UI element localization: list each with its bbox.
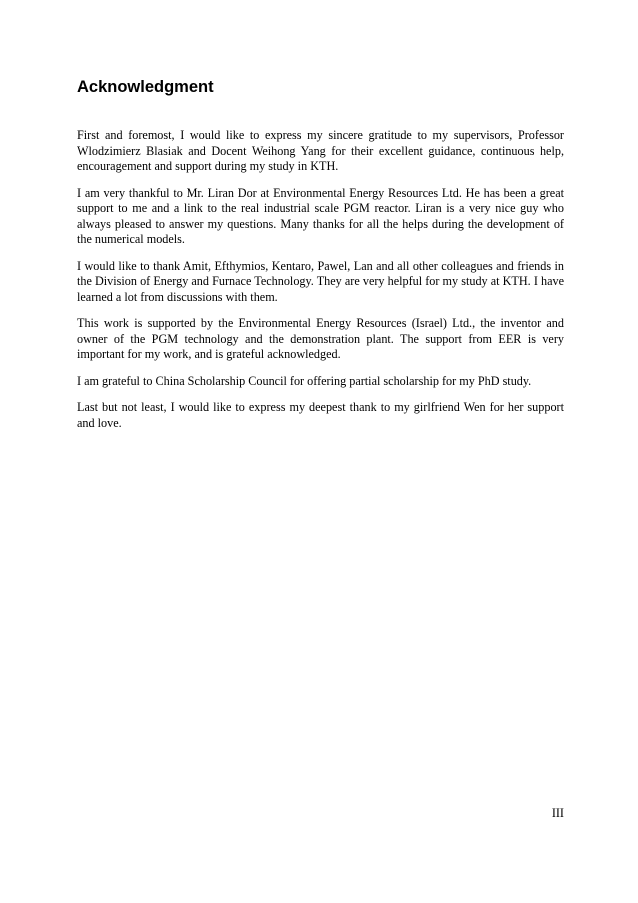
page-number: III [551, 806, 564, 820]
paragraph-colleagues: I would like to thank Amit, Efthymios, Kentaro, Pawel, Lan and all other colleagues and friends in the Division of Energy and Furnace Technology. They are very helpful for my study at KTH. I have learned a lot from discussions with them. [77, 258, 564, 304]
acknowledgment-body [77, 128, 564, 442]
paragraph-girlfriend: Last but not least, I would like to express my deepest thank to my girlfriend Wen for her support and love. [77, 400, 564, 430]
paragraph-eer-support: This work is supported by the Environmental Energy Resources (Israel) Ltd., the inventor and owner of the PGM technology and the demonstration plant. The support from EER is very important for my work, and is grateful acknowledged. [77, 316, 564, 361]
page-title: Acknowledgment [77, 78, 214, 96]
paragraph-supervisors: First and foremost, I would like to express my sincere gratitude to my supervisors, Professor Wlodzimierz Blasiak and Docent Weihong Yang for their excellent guidance, continuous help, encouragement and support during my study in KTH. [77, 128, 564, 173]
paragraph-liran-dor: I am very thankful to Mr. Liran Dor at Environmental Energy Resources Ltd. He has been a great support to me and a link to the real industrial scale PGM reactor. Liran is a very nice guy who always pleased to answer my questions. Many thanks for all the helps during the development of the numerical models. [77, 185, 564, 246]
paragraph-scholarship: I am grateful to China Scholarship Council for offering partial scholarship for my PhD study. [77, 373, 532, 388]
